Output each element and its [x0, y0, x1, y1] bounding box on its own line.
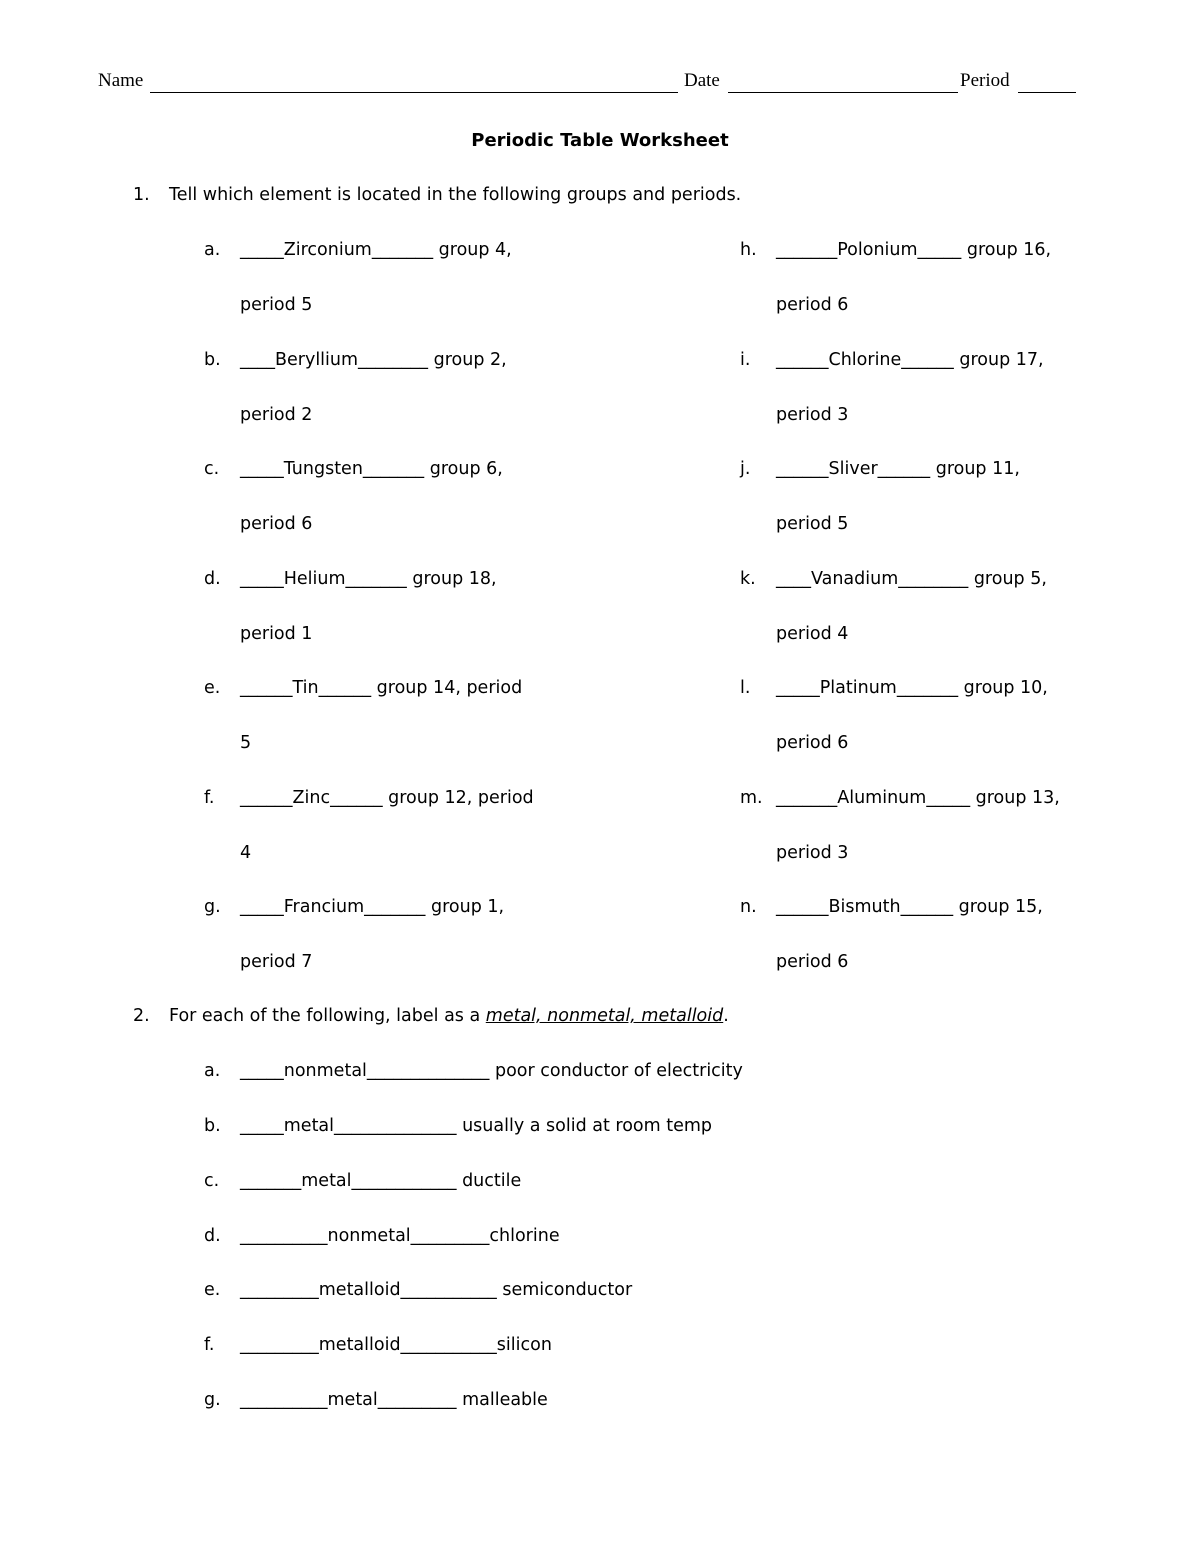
item-letter: n. — [740, 897, 757, 917]
item-letter: a. — [204, 1061, 221, 1081]
prompt-text: For each of the following, label as a — [169, 1006, 486, 1026]
item-letter: a. — [204, 240, 221, 260]
item-continuation: 5 — [240, 733, 252, 753]
item-continuation: period 2 — [240, 405, 313, 425]
item-letter: k. — [740, 569, 756, 589]
period-label: Period — [960, 70, 1010, 91]
item-answer-line: _____Francium_______ group 1, — [240, 897, 505, 917]
item-answer-line: ______Tin______ group 14, period — [240, 678, 523, 698]
item-letter: m. — [740, 788, 763, 808]
item-answer-line: _______metal____________ ductile — [240, 1171, 522, 1191]
question-2-number: 2. — [133, 1006, 150, 1026]
item-answer-line: ______Sliver______ group 11, — [776, 459, 1020, 479]
item-continuation: period 7 — [240, 952, 313, 972]
item-continuation: period 6 — [776, 733, 849, 753]
period-field[interactable] — [1018, 92, 1076, 93]
item-letter: c. — [204, 1171, 220, 1191]
item-continuation: period 5 — [776, 514, 849, 534]
item-continuation: period 1 — [240, 624, 313, 644]
item-letter: e. — [204, 678, 221, 698]
item-answer-line: _______Polonium_____ group 16, — [776, 240, 1052, 260]
item-continuation: period 6 — [776, 295, 849, 315]
page-title: Periodic Table Worksheet — [471, 130, 729, 151]
item-letter: j. — [740, 459, 751, 479]
item-letter: f. — [204, 788, 215, 808]
item-answer-line: _____metal______________ usually a solid at room temp — [240, 1116, 713, 1136]
item-answer-line: _______Aluminum_____ group 13, — [776, 788, 1060, 808]
item-letter: d. — [204, 569, 221, 589]
date-label: Date — [684, 70, 720, 91]
question-1-prompt: Tell which element is located in the following groups and periods. — [169, 185, 742, 205]
item-letter: i. — [740, 350, 751, 370]
name-field[interactable] — [150, 92, 678, 93]
item-letter: g. — [204, 1390, 221, 1410]
item-letter: g. — [204, 897, 221, 917]
item-answer-line: ____Beryllium________ group 2, — [240, 350, 507, 370]
item-continuation: period 6 — [240, 514, 313, 534]
header-fields — [98, 70, 1078, 100]
item-continuation: period 3 — [776, 405, 849, 425]
item-continuation: period 5 — [240, 295, 313, 315]
item-continuation: 4 — [240, 843, 252, 863]
item-continuation: period 3 — [776, 843, 849, 863]
item-answer-line: __________metal_________ malleable — [240, 1390, 548, 1410]
item-letter: f. — [204, 1335, 215, 1355]
item-letter: d. — [204, 1226, 221, 1246]
item-letter: h. — [740, 240, 757, 260]
item-letter: l. — [740, 678, 751, 698]
prompt-emphasis: metal, nonmetal, metalloid — [485, 1006, 724, 1026]
item-letter: b. — [204, 1116, 221, 1136]
item-letter: b. — [204, 350, 221, 370]
item-answer-line: ____Vanadium________ group 5, — [776, 569, 1047, 589]
question-2-prompt — [169, 1006, 729, 1026]
question-1-number: 1. — [133, 185, 150, 205]
item-answer-line: _________metalloid___________silicon — [240, 1335, 552, 1355]
item-answer-line: _____Zirconium_______ group 4, — [240, 240, 512, 260]
item-answer-line: __________nonmetal_________chlorine — [240, 1226, 560, 1246]
item-answer-line: ______Zinc______ group 12, period — [240, 788, 534, 808]
item-answer-line: ______Chlorine______ group 17, — [776, 350, 1044, 370]
item-answer-line: _____nonmetal______________ poor conductor of electricity — [240, 1061, 743, 1081]
item-letter: c. — [204, 459, 220, 479]
item-answer-line: _________metalloid___________ semiconductor — [240, 1280, 633, 1300]
item-continuation: period 4 — [776, 624, 849, 644]
item-continuation: period 6 — [776, 952, 849, 972]
item-answer-line: _____Platinum_______ group 10, — [776, 678, 1048, 698]
name-label: Name — [98, 70, 144, 91]
prompt-end: . — [723, 1006, 729, 1026]
date-field[interactable] — [728, 92, 958, 93]
item-answer-line: _____Tungsten_______ group 6, — [240, 459, 503, 479]
item-answer-line: ______Bismuth______ group 15, — [776, 897, 1043, 917]
item-letter: e. — [204, 1280, 221, 1300]
item-answer-line: _____Helium_______ group 18, — [240, 569, 497, 589]
